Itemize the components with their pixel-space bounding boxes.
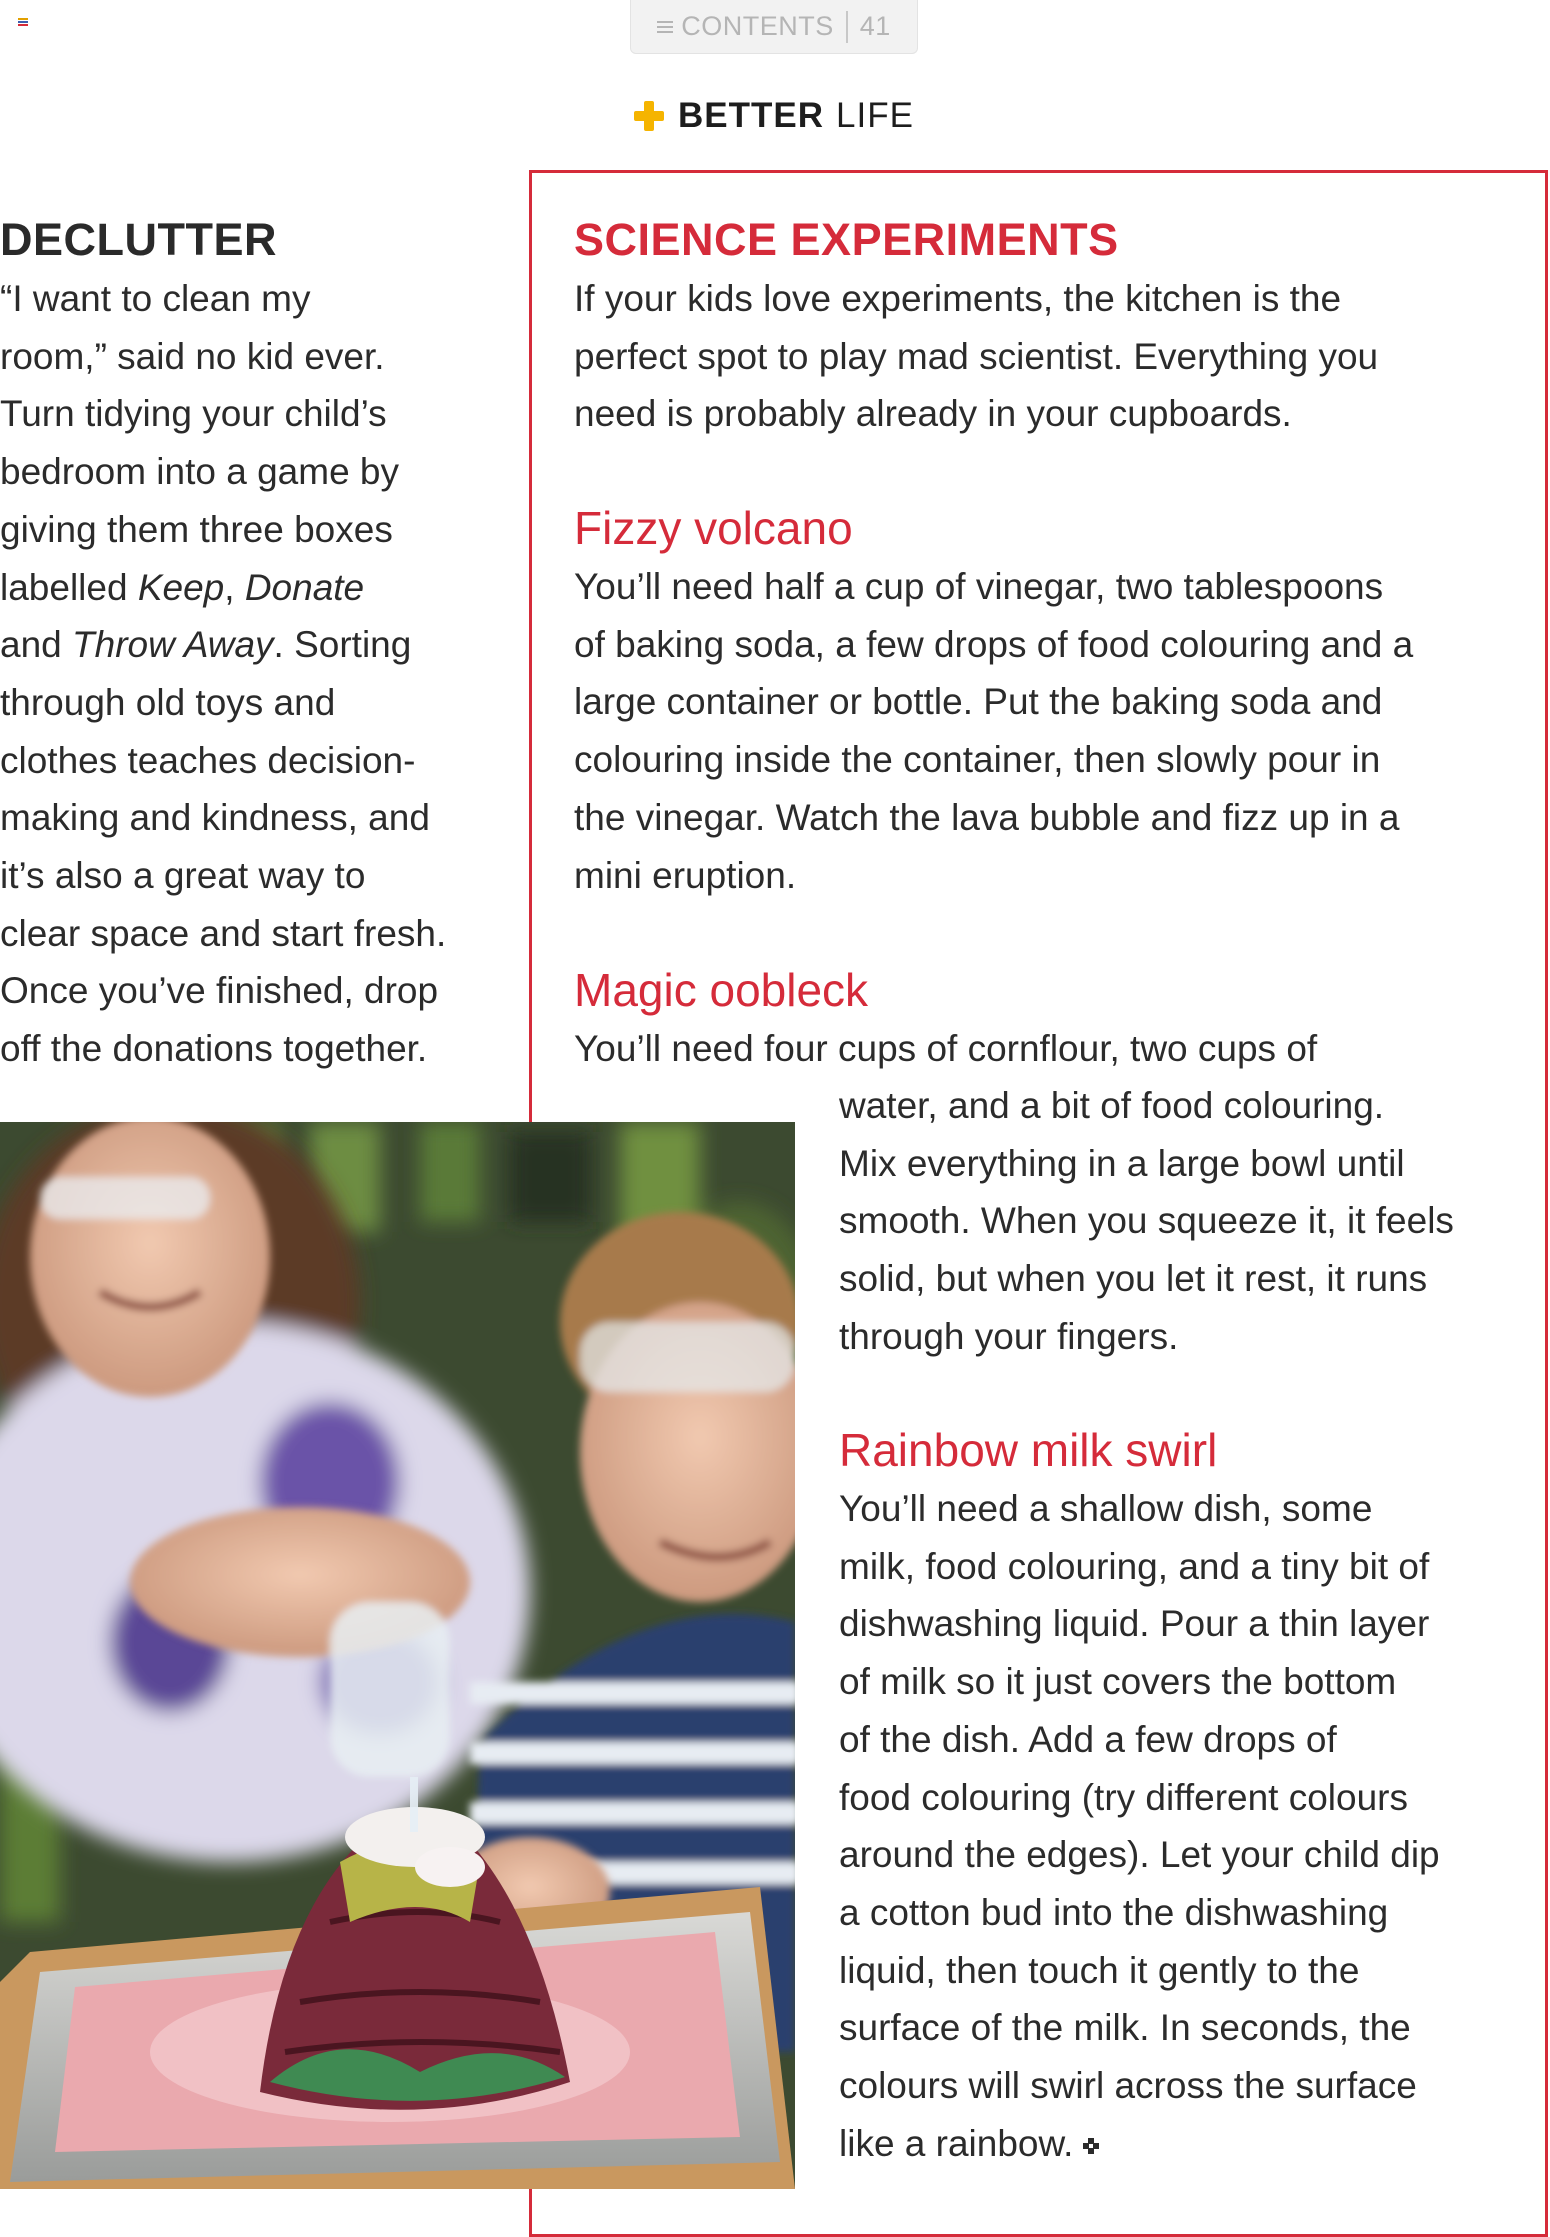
rainbow-line: food colouring (try different colours	[839, 1776, 1409, 1818]
rainbow-milk-section	[839, 1420, 1519, 2172]
rainbow-line: surface of the milk. In seconds, the	[839, 2007, 1411, 2049]
fizzy-line: the vinegar. Watch the lava bubble and fizz up in a	[574, 796, 1400, 838]
intro-line: perfect spot to play mad scientist. Everything you	[574, 335, 1379, 377]
yellow-cross-icon	[634, 101, 664, 131]
science-heading: SCIENCE EXPERIMENTS	[574, 214, 1119, 265]
declutter-body	[0, 270, 490, 1078]
end-mark-icon	[1083, 2138, 1099, 2154]
rainbow-milk-body	[839, 1480, 1519, 2172]
declutter-line: Once you’ve finished, drop	[0, 970, 439, 1012]
declutter-heading: DECLUTTER	[0, 214, 277, 265]
magic-oobleck-section	[574, 960, 1514, 1357]
section-title-light: LIFE	[836, 96, 914, 135]
oobleck-line: through your fingers.	[839, 1315, 1179, 1357]
declutter-line: giving them three boxes	[0, 508, 393, 550]
rainbow-line: of milk so it just covers the bottom	[839, 1661, 1397, 1703]
declutter-line: clothes teaches decision-	[0, 739, 416, 781]
magic-oobleck-title: Magic oobleck	[574, 964, 869, 1016]
box-keep: Keep	[137, 566, 225, 608]
declutter-line	[0, 559, 490, 617]
section-header	[634, 96, 914, 136]
oobleck-line: solid, but when you let it rest, it runs	[839, 1258, 1428, 1300]
fizzy-volcano-section	[574, 498, 1514, 904]
declutter-text: and	[0, 624, 73, 666]
fizzy-line: You’ll need half a cup of vinegar, two tablespoons	[574, 566, 1384, 607]
intro-line: If your kids love experiments, the kitchen is the	[574, 278, 1342, 319]
science-intro	[574, 270, 1514, 443]
oobleck-line: water, and a bit of food colouring.	[839, 1085, 1385, 1126]
page-number: 41	[859, 11, 891, 41]
contents-separator	[846, 11, 848, 43]
box-throw-away: Throw Away	[72, 624, 274, 666]
intro-line: need is probably already in your cupboards.	[574, 393, 1292, 435]
rainbow-line: dishwashing liquid. Pour a thin layer	[839, 1603, 1430, 1645]
declutter-text: ,	[224, 566, 245, 608]
fizzy-line: large container or bottle. Put the baking soda and	[574, 681, 1383, 723]
rainbow-line: milk, food colouring, and a tiny bit of	[839, 1545, 1430, 1587]
declutter-line: off the donations together.	[0, 1028, 428, 1070]
declutter-line: Turn tidying your child’s	[0, 393, 387, 435]
declutter-line: “I want to clean my	[0, 278, 311, 319]
declutter-line: making and kindness, and	[0, 797, 430, 839]
contents-label: CONTENTS	[681, 11, 834, 41]
declutter-line: clear space and start fresh.	[0, 912, 447, 954]
fizzy-line: mini eruption.	[574, 854, 797, 896]
fizzy-volcano-body	[574, 558, 1514, 904]
contents-tab[interactable]	[630, 0, 918, 54]
magic-oobleck-body	[839, 1077, 1519, 1366]
declutter-text: labelled	[0, 566, 138, 608]
oobleck-line: smooth. When you squeeze it, it feels	[839, 1200, 1454, 1242]
rainbow-line: You’ll need a shallow dish, some	[839, 1488, 1373, 1529]
rainbow-line: around the edges). Let your child dip	[839, 1834, 1440, 1876]
rainbow-last-line: like a rainbow.	[839, 2122, 1074, 2164]
declutter-column	[0, 210, 500, 1078]
contents-lines-icon	[657, 21, 673, 33]
oobleck-line: Mix everything in a large bowl until	[839, 1142, 1405, 1184]
rainbow-line: colours will swirl across the surface	[839, 2065, 1417, 2107]
declutter-line: bedroom into a game by	[0, 451, 400, 493]
box-donate: Donate	[244, 566, 365, 608]
declutter-line: it’s also a great way to	[0, 855, 366, 897]
science-column	[574, 210, 1514, 2164]
fizzy-line: of baking soda, a few drops of food colouring and a	[574, 623, 1414, 665]
menu-icon[interactable]	[18, 18, 28, 26]
rainbow-line: of the dish. Add a few drops of	[839, 1718, 1337, 1760]
rainbow-line	[839, 2115, 1519, 2173]
declutter-text: . Sorting	[273, 624, 412, 666]
oobleck-first-line: You’ll need four cups of cornflour, two cups of	[574, 1028, 1318, 1069]
declutter-line: through old toys and	[0, 681, 336, 723]
declutter-line	[0, 616, 490, 674]
declutter-line: room,” said no kid ever.	[0, 335, 385, 377]
fizzy-volcano-title: Fizzy volcano	[574, 502, 853, 554]
rainbow-line: liquid, then touch it gently to the	[839, 1949, 1360, 1991]
rainbow-milk-title: Rainbow milk swirl	[839, 1424, 1218, 1476]
rainbow-line: a cotton bud into the dishwashing	[839, 1891, 1389, 1933]
section-title-bold: BETTER	[678, 96, 824, 135]
fizzy-line: colouring inside the container, then slowly pour in	[574, 739, 1381, 781]
volcano-photo	[0, 1122, 795, 2189]
